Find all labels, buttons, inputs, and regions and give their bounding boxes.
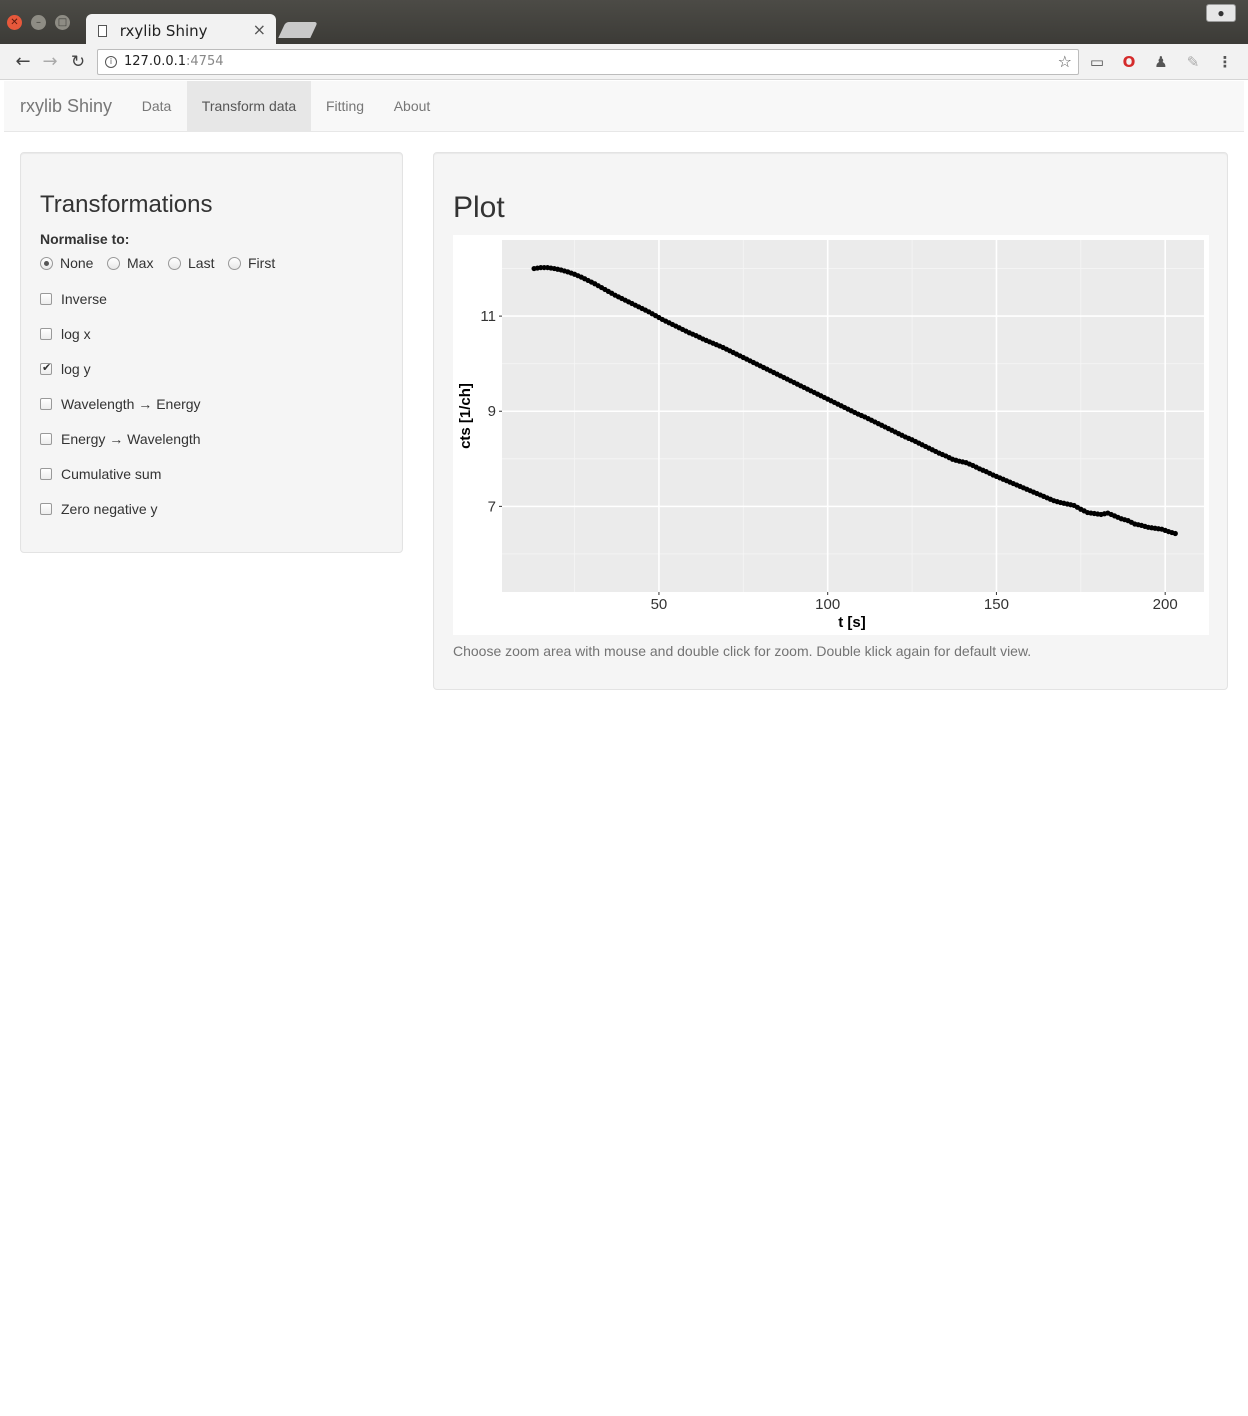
radio-none-control[interactable] [40,257,53,270]
radio-last-label: Last [188,255,215,271]
radio-last[interactable] [168,255,214,271]
address-bar[interactable] [97,49,1079,75]
checkbox-cumulative-sum-label: Cumulative sum [61,466,162,482]
checkbox-log-y[interactable] [40,361,91,377]
tab-transform-data[interactable]: Transform data [187,81,311,131]
x-tick-label: 100 [815,596,841,613]
profile-button[interactable] [1206,4,1236,22]
new-tab-button[interactable] [278,22,317,38]
y-axis-label: cts [1/ch] [457,383,474,449]
tab-close-icon[interactable]: × [252,20,266,39]
menu-dots-icon[interactable]: ⋮ [1217,53,1233,71]
opera-extension-icon[interactable]: O [1122,53,1136,71]
checkbox-log-y-control[interactable] [40,363,52,375]
extension-icon[interactable]: ♟ [1154,53,1168,71]
y-axis-ticks [480,308,502,515]
url-host: 127.0.0.1 [124,54,187,69]
tab-about[interactable]: About [393,98,431,114]
transformations-title: Transformations [40,191,213,218]
checkbox-cumulative-sum-control[interactable] [40,468,52,480]
maximize-window-button[interactable]: □ [55,15,70,30]
radio-max-label: Max [127,255,154,271]
normalise-label: Normalise to: [40,231,130,247]
plot-area[interactable] [453,235,1209,635]
minimize-window-button[interactable]: – [31,15,46,30]
x-tick-label: 50 [650,596,668,613]
radio-first-label: First [248,255,276,271]
x-tick-label: 150 [983,596,1009,613]
x-tick-label: 200 [1152,596,1178,613]
plot-title: Plot [453,191,505,224]
arrow-left-icon: ← [15,51,31,72]
plot-panel [433,152,1228,690]
y-tick-label: 7 [487,498,496,516]
checkbox-cumulative-sum[interactable] [40,466,161,482]
radio-last-control[interactable] [168,257,181,270]
info-icon[interactable]: i [105,56,117,68]
url-port: :4754 [186,54,224,69]
app-navbar [4,81,1244,132]
checkbox-log-x-label: log x [61,326,91,342]
tab-fitting[interactable]: Fitting [325,98,365,114]
browser-tab[interactable] [86,14,276,45]
y-tick-label: 9 [487,403,496,421]
checkbox-wavelength-energy[interactable] [40,396,201,412]
checkbox-zero-negative-y-label: Zero negative y [61,501,158,517]
page-icon [98,25,107,37]
tab-title: rxylib Shiny [119,22,208,40]
y-tick-label: 11 [480,308,496,326]
radio-max-control[interactable] [107,257,120,270]
checkbox-energy-wavelength-label: Energy → Wavelength [61,431,201,447]
browser-toolbar [0,44,1248,80]
forward-button[interactable] [38,50,62,74]
checkbox-log-y-label: log y [61,361,91,377]
checkbox-wavelength-energy-label: Wavelength → Energy [61,396,201,412]
app-brand[interactable]: rxylib Shiny [20,96,113,116]
close-window-button[interactable]: ✕ [7,15,22,30]
transformations-panel [20,152,403,553]
window-titlebar [0,0,1248,44]
arrow-right-icon: → [42,51,58,72]
checkbox-inverse[interactable] [40,291,107,307]
checkbox-log-x[interactable] [40,326,91,342]
reload-button[interactable] [66,50,90,74]
radio-none-label: None [60,255,94,271]
radio-first[interactable] [228,255,275,271]
tab-data[interactable]: Data [141,98,172,114]
scatter-chart[interactable] [453,235,1209,635]
reload-icon: ↻ [70,52,86,72]
extension-2-icon[interactable]: ✎ [1186,53,1200,71]
checkbox-zero-negative-y[interactable] [40,501,158,517]
checkbox-energy-wavelength-control[interactable] [40,433,52,445]
radio-none[interactable] [40,255,93,271]
data-point [1173,531,1178,536]
back-button[interactable] [11,50,35,74]
checkbox-energy-wavelength[interactable] [40,431,201,447]
bookmark-star-icon[interactable]: ☆ [1057,52,1072,71]
x-axis-ticks [651,592,1178,613]
cast-icon[interactable]: ▭ [1089,53,1105,71]
checkbox-zero-negative-y-control[interactable] [40,503,52,515]
checkbox-inverse-control[interactable] [40,293,52,305]
radio-max[interactable] [107,255,153,271]
radio-first-control[interactable] [228,257,241,270]
person-icon: ● [1217,6,1225,20]
checkbox-wavelength-energy-control[interactable] [40,398,52,410]
checkbox-log-x-control[interactable] [40,328,52,340]
x-axis-label: t [s] [838,614,866,631]
zoom-help-text: Choose zoom area with mouse and double click for zoom. Double klick again for default view. [453,643,1032,659]
checkbox-inverse-label: Inverse [61,291,107,307]
